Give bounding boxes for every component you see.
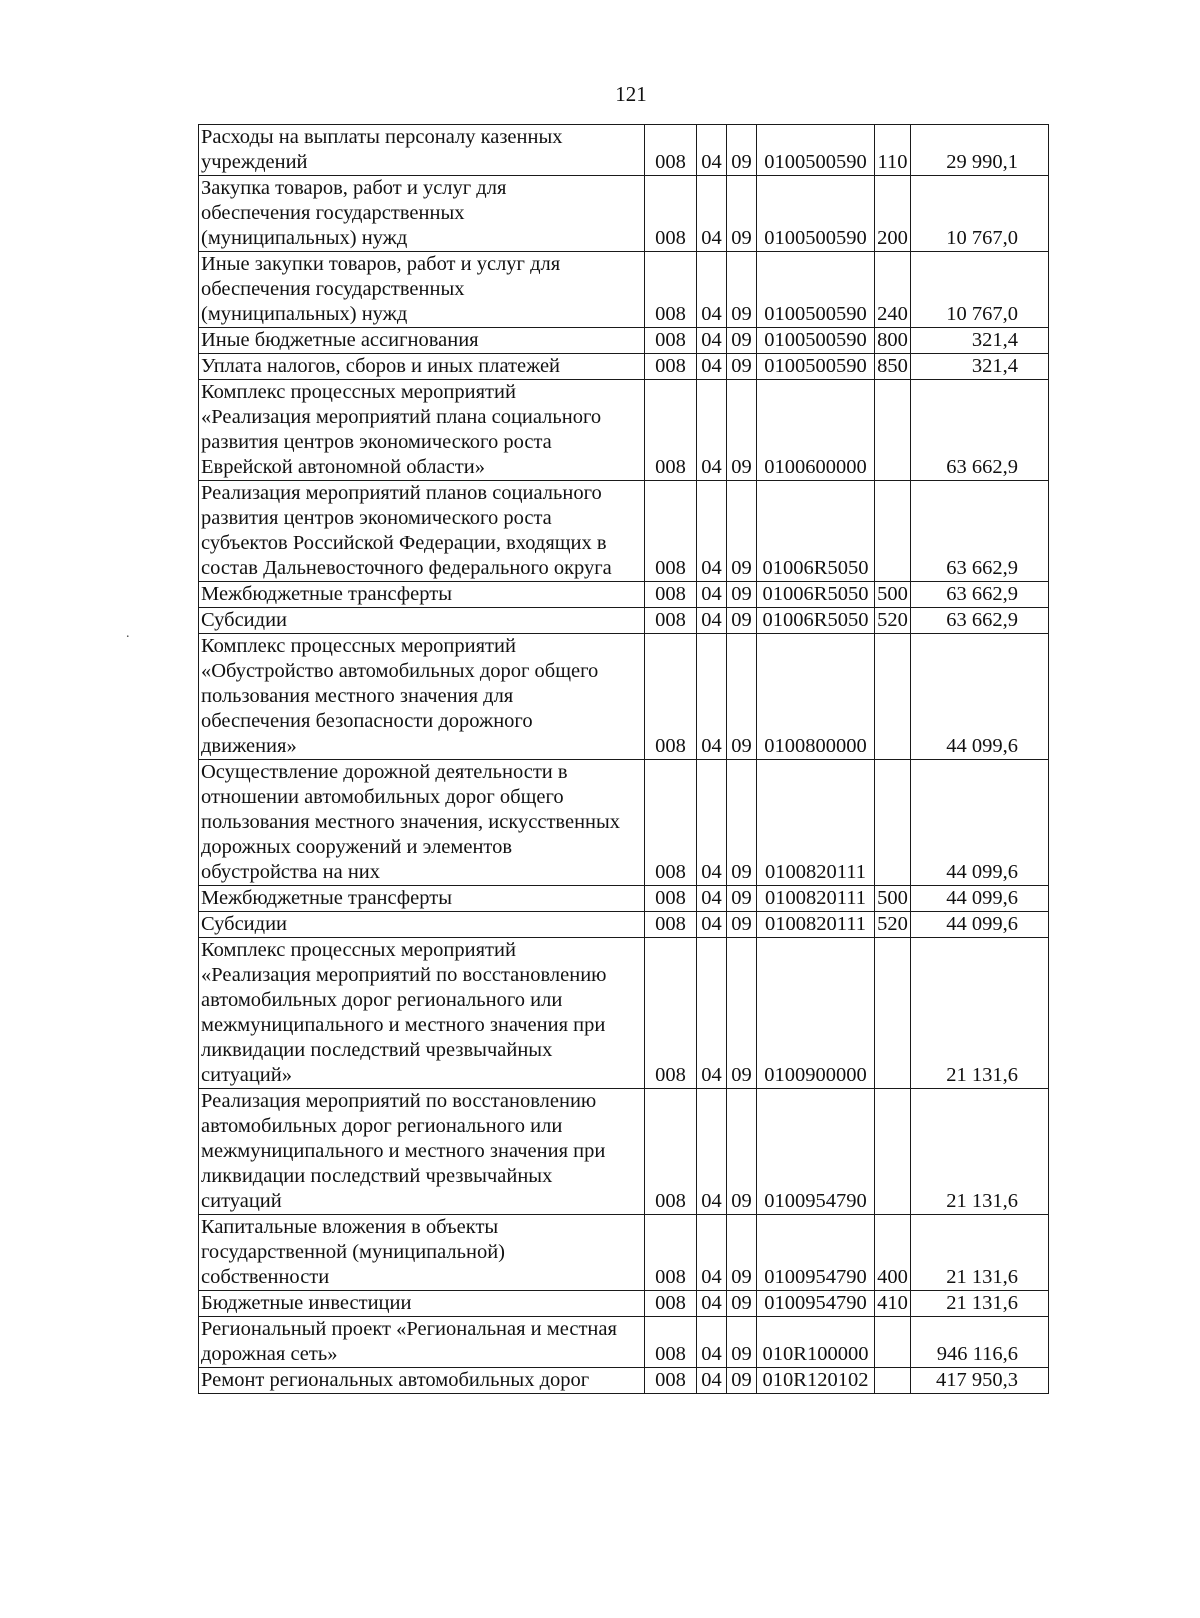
expense-name-cell: Бюджетные инвестиции [199, 1291, 645, 1317]
expense-type-cell [875, 1089, 911, 1215]
expense-type-cell: 520 [875, 912, 911, 938]
expense-name-cell: Закупка товаров, работ и услуг для обеспечения государственных (муниципальных) нужд [199, 176, 645, 252]
ministry-code-cell: 008 [645, 582, 697, 608]
subsection-code-cell: 09 [727, 354, 757, 380]
section-code-cell: 04 [697, 328, 727, 354]
expense-name-cell: Осуществление дорожной деятельности в отношении автомобильных дорог общего пользования местного значения, искусственных дорожных сооружений и элементов обустройства на них [199, 760, 645, 886]
expense-type-cell: 850 [875, 354, 911, 380]
subsection-code-cell: 09 [727, 125, 757, 176]
subsection-code-cell: 09 [727, 176, 757, 252]
ministry-code-cell: 008 [645, 1089, 697, 1215]
ministry-code-cell: 008 [645, 1317, 697, 1368]
amount-cell: 44 099,6 [911, 912, 1049, 938]
target-article-cell: 0100820111 [757, 760, 875, 886]
expense-name-cell: Субсидии [199, 912, 645, 938]
table-row [199, 328, 1049, 354]
amount-cell: 44 099,6 [911, 760, 1049, 886]
amount-cell: 63 662,9 [911, 481, 1049, 582]
section-code-cell: 04 [697, 886, 727, 912]
amount-cell: 44 099,6 [911, 634, 1049, 760]
table-row [199, 354, 1049, 380]
amount-cell: 63 662,9 [911, 380, 1049, 481]
expense-type-cell: 110 [875, 125, 911, 176]
expense-name-cell: Региональный проект «Региональная и местная дорожная сеть» [199, 1317, 645, 1368]
expense-type-cell [875, 634, 911, 760]
expense-type-cell: 520 [875, 608, 911, 634]
expense-type-cell: 800 [875, 328, 911, 354]
table-row [199, 252, 1049, 328]
subsection-code-cell: 09 [727, 938, 757, 1089]
table-row [199, 1089, 1049, 1215]
table-row [199, 380, 1049, 481]
target-article-cell: 0100500590 [757, 125, 875, 176]
table-row [199, 1215, 1049, 1291]
section-code-cell: 04 [697, 125, 727, 176]
section-code-cell: 04 [697, 912, 727, 938]
ministry-code-cell: 008 [645, 938, 697, 1089]
expense-type-cell: 410 [875, 1291, 911, 1317]
expense-type-cell [875, 760, 911, 886]
section-code-cell: 04 [697, 252, 727, 328]
expense-name-cell: Иные бюджетные ассигнования [199, 328, 645, 354]
table-row [199, 176, 1049, 252]
section-code-cell: 04 [697, 354, 727, 380]
target-article-cell: 0100954790 [757, 1291, 875, 1317]
amount-cell: 21 131,6 [911, 1291, 1049, 1317]
section-code-cell: 04 [697, 380, 727, 481]
ministry-code-cell: 008 [645, 886, 697, 912]
table-row [199, 912, 1049, 938]
expense-name-cell: Иные закупки товаров, работ и услуг для обеспечения государственных (муниципальных) нужд [199, 252, 645, 328]
amount-cell: 21 131,6 [911, 1089, 1049, 1215]
table-row [199, 938, 1049, 1089]
amount-cell: 946 116,6 [911, 1317, 1049, 1368]
target-article-cell: 0100820111 [757, 912, 875, 938]
amount-cell: 10 767,0 [911, 252, 1049, 328]
amount-cell: 63 662,9 [911, 608, 1049, 634]
expense-name-cell: Комплекс процессных мероприятий «Обустройство автомобильных дорог общего пользования местного значения для обеспечения безопасности дорожного движения» [199, 634, 645, 760]
expense-type-cell [875, 938, 911, 1089]
amount-cell: 321,4 [911, 354, 1049, 380]
expense-type-cell [875, 1368, 911, 1394]
expense-type-cell [875, 380, 911, 481]
subsection-code-cell: 09 [727, 1089, 757, 1215]
amount-cell: 63 662,9 [911, 582, 1049, 608]
target-article-cell: 0100600000 [757, 380, 875, 481]
subsection-code-cell: 09 [727, 608, 757, 634]
section-code-cell: 04 [697, 1089, 727, 1215]
subsection-code-cell: 09 [727, 380, 757, 481]
table-row [199, 1291, 1049, 1317]
section-code-cell: 04 [697, 1368, 727, 1394]
subsection-code-cell: 09 [727, 760, 757, 886]
scan-speck: . [126, 626, 130, 641]
subsection-code-cell: 09 [727, 1317, 757, 1368]
subsection-code-cell: 09 [727, 252, 757, 328]
amount-cell: 21 131,6 [911, 1215, 1049, 1291]
target-article-cell: 0100500590 [757, 328, 875, 354]
expense-name-cell: Расходы на выплаты персоналу казенных учреждений [199, 125, 645, 176]
section-code-cell: 04 [697, 634, 727, 760]
ministry-code-cell: 008 [645, 481, 697, 582]
ministry-code-cell: 008 [645, 176, 697, 252]
ministry-code-cell: 008 [645, 252, 697, 328]
amount-cell: 29 990,1 [911, 125, 1049, 176]
subsection-code-cell: 09 [727, 1368, 757, 1394]
section-code-cell: 04 [697, 481, 727, 582]
expense-type-cell: 200 [875, 176, 911, 252]
target-article-cell: 0100800000 [757, 634, 875, 760]
ministry-code-cell: 008 [645, 1291, 697, 1317]
target-article-cell: 0100500590 [757, 252, 875, 328]
table-row [199, 481, 1049, 582]
target-article-cell: 01006R5050 [757, 481, 875, 582]
target-article-cell: 0100500590 [757, 176, 875, 252]
ministry-code-cell: 008 [645, 1368, 697, 1394]
budget-table [198, 124, 1049, 1394]
amount-cell: 10 767,0 [911, 176, 1049, 252]
target-article-cell: 0100500590 [757, 354, 875, 380]
table-row [199, 886, 1049, 912]
expense-name-cell: Уплата налогов, сборов и иных платежей [199, 354, 645, 380]
ministry-code-cell: 008 [645, 1215, 697, 1291]
section-code-cell: 04 [697, 938, 727, 1089]
ministry-code-cell: 008 [645, 125, 697, 176]
table-body [199, 125, 1049, 1394]
target-article-cell: 0100954790 [757, 1215, 875, 1291]
ministry-code-cell: 008 [645, 760, 697, 886]
subsection-code-cell: 09 [727, 912, 757, 938]
ministry-code-cell: 008 [645, 354, 697, 380]
table-row [199, 1368, 1049, 1394]
table-row [199, 760, 1049, 886]
table-row [199, 1317, 1049, 1368]
expense-name-cell: Межбюджетные трансферты [199, 886, 645, 912]
subsection-code-cell: 09 [727, 1215, 757, 1291]
expense-type-cell [875, 481, 911, 582]
section-code-cell: 04 [697, 1317, 727, 1368]
table-row [199, 125, 1049, 176]
section-code-cell: 04 [697, 760, 727, 886]
subsection-code-cell: 09 [727, 582, 757, 608]
ministry-code-cell: 008 [645, 912, 697, 938]
table-row [199, 582, 1049, 608]
expense-type-cell: 500 [875, 582, 911, 608]
target-article-cell: 0100820111 [757, 886, 875, 912]
ministry-code-cell: 008 [645, 328, 697, 354]
expense-name-cell: Ремонт региональных автомобильных дорог [199, 1368, 645, 1394]
page-number: 121 [615, 82, 647, 106]
section-code-cell: 04 [697, 582, 727, 608]
amount-cell: 417 950,3 [911, 1368, 1049, 1394]
target-article-cell: 01006R5050 [757, 608, 875, 634]
target-article-cell: 010R120102 [757, 1368, 875, 1394]
expense-name-cell: Реализация мероприятий по восстановлению автомобильных дорог регионального или межмуниципального и местного значения при ликвидации последствий чрезвычайных ситуаций [199, 1089, 645, 1215]
ministry-code-cell: 008 [645, 380, 697, 481]
amount-cell: 321,4 [911, 328, 1049, 354]
target-article-cell: 01006R5050 [757, 582, 875, 608]
ministry-code-cell: 008 [645, 634, 697, 760]
expense-name-cell: Комплекс процессных мероприятий «Реализация мероприятий по восстановлению автомобильных дорог регионального или межмуниципального и местного значения при ликвидации последствий чрезвычайных ситуаций» [199, 938, 645, 1089]
target-article-cell: 0100900000 [757, 938, 875, 1089]
expense-type-cell [875, 1317, 911, 1368]
subsection-code-cell: 09 [727, 634, 757, 760]
amount-cell: 44 099,6 [911, 886, 1049, 912]
expense-type-cell: 240 [875, 252, 911, 328]
expense-name-cell: Межбюджетные трансферты [199, 582, 645, 608]
section-code-cell: 04 [697, 608, 727, 634]
amount-cell: 21 131,6 [911, 938, 1049, 1089]
subsection-code-cell: 09 [727, 886, 757, 912]
ministry-code-cell: 008 [645, 608, 697, 634]
expense-type-cell: 400 [875, 1215, 911, 1291]
expense-name-cell: Субсидии [199, 608, 645, 634]
section-code-cell: 04 [697, 1291, 727, 1317]
subsection-code-cell: 09 [727, 481, 757, 582]
section-code-cell: 04 [697, 176, 727, 252]
subsection-code-cell: 09 [727, 1291, 757, 1317]
expense-name-cell: Реализация мероприятий планов социального развития центров экономического роста субъектов Российской Федерации, входящих в состав Дальневосточного федерального округа [199, 481, 645, 582]
table-row [199, 634, 1049, 760]
target-article-cell: 010R100000 [757, 1317, 875, 1368]
section-code-cell: 04 [697, 1215, 727, 1291]
expense-type-cell: 500 [875, 886, 911, 912]
target-article-cell: 0100954790 [757, 1089, 875, 1215]
table-row [199, 608, 1049, 634]
expense-name-cell: Комплекс процессных мероприятий «Реализация мероприятий плана социального развития центров экономического роста Еврейской автономной области» [199, 380, 645, 481]
subsection-code-cell: 09 [727, 328, 757, 354]
expense-name-cell: Капитальные вложения в объекты государственной (муниципальной) собственности [199, 1215, 645, 1291]
